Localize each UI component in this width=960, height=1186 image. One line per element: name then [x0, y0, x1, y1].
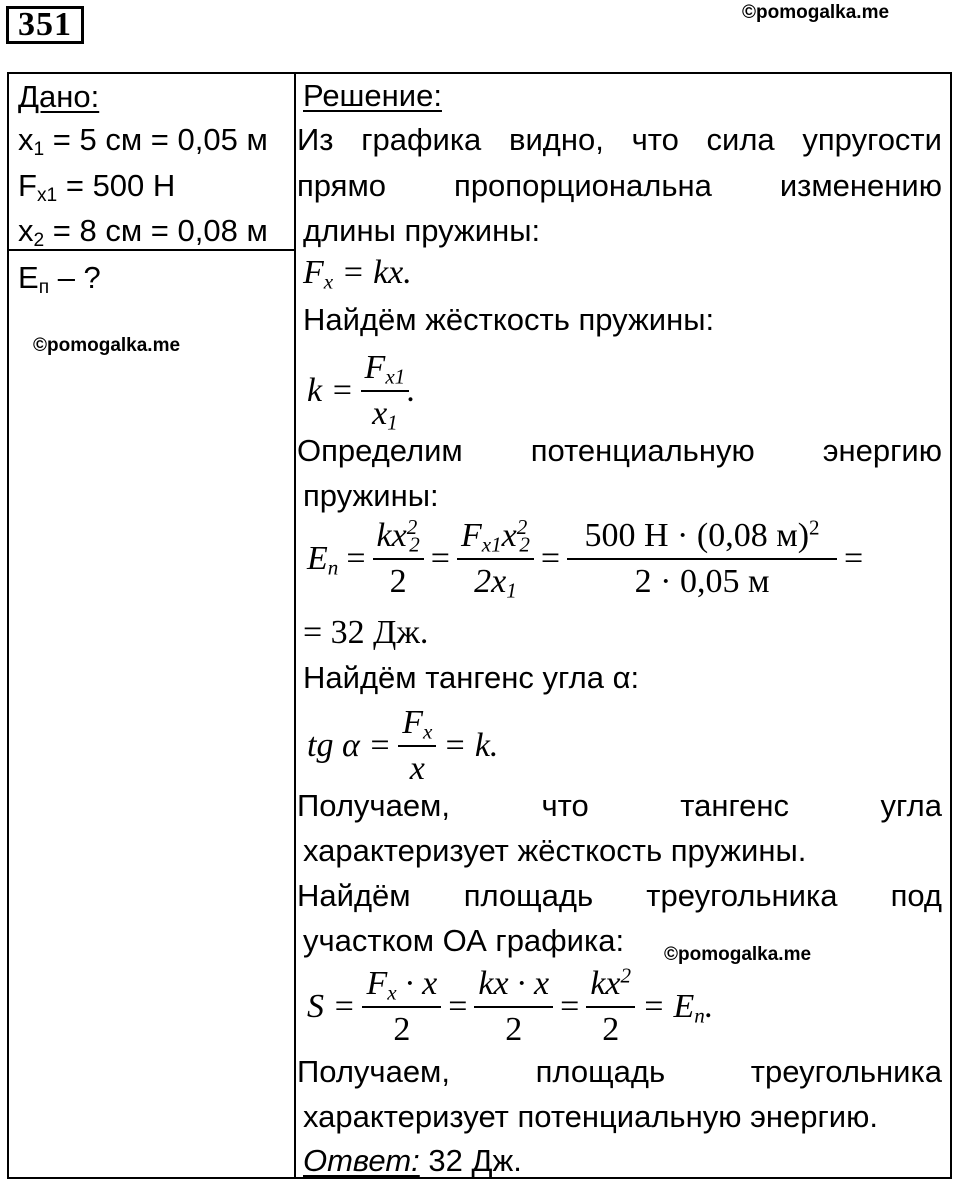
para-1-line-3: длины пружины: — [303, 213, 541, 248]
answer-value: 32 Дж. — [419, 1143, 522, 1178]
formula-energy-result: = 32 Дж. — [303, 614, 429, 651]
formula-hooke: $F_x$ = kx. — [303, 254, 412, 294]
para-4: Найдём тангенс угла α: — [303, 660, 640, 695]
column-divider — [294, 74, 296, 1177]
watermark-left: ©pomogalka.me — [33, 335, 181, 356]
para-5-line-1: Получаем, что тангенс угла — [297, 788, 942, 823]
para-7-line-2: характеризует потенциальную энергию. — [303, 1099, 878, 1134]
given-title: Дано: — [18, 79, 100, 114]
watermark-top: ©pomogalka.me — [742, 2, 890, 23]
watermark-mid: ©pomogalka.me — [664, 944, 812, 965]
answer — [303, 1141, 522, 1181]
para-6-line-1: Найдём площадь треугольника под — [297, 878, 942, 913]
para-7-line-1: Получаем, площадь треугольника — [297, 1054, 942, 1089]
para-3-line-2: пружины: — [303, 478, 439, 513]
formula-stiffness: k = $\frac{F_{x1}}{x_1}$ . — [307, 349, 415, 435]
para-2: Найдём жёсткость пружины: — [303, 302, 715, 337]
para-6-line-2: участком ОА графика: — [303, 923, 625, 958]
find-energy: $E_п$ – ? — [18, 260, 101, 298]
answer-label: Ответ: — [303, 1143, 420, 1178]
formula-area: S = $\frac{F_x \cdot x}{2}$ = $\frac{kx \cdot x}{2}$ = $\frac{kx^2}{2}$ = $E_п$. — [307, 963, 714, 1048]
para-1-line-2: прямо пропорциональна изменению — [297, 168, 942, 203]
problem-number: 351 — [6, 6, 84, 44]
formula-energy: $E_п=$ $\frac{kx^2_2}{2}$ = $\frac{F_{x1}x^2_2}{2x_1}$ = $\frac{500 Н \cdot (0,08 м)^2}{2 \cdot 0,05 м}$ = — [307, 515, 864, 603]
para-1-line-1: Из графика видно, что сила упругости — [297, 122, 942, 157]
given-x1: $x_1 = 5$ см = 0,05 м — [18, 122, 268, 160]
formula-tangent: tg α = $\frac{F_x}{x}$ = k. — [307, 704, 499, 787]
solution-title: Решение: — [303, 78, 442, 113]
given-fx1: $F_{x1} = 500$ Н — [18, 168, 176, 206]
para-5-line-2: характеризует жёсткость пружины. — [303, 833, 807, 868]
given-x2: $x_2 = 8$ см = 0,08 м — [18, 213, 268, 251]
para-3-line-1: Определим потенциальную энергию — [297, 433, 942, 468]
